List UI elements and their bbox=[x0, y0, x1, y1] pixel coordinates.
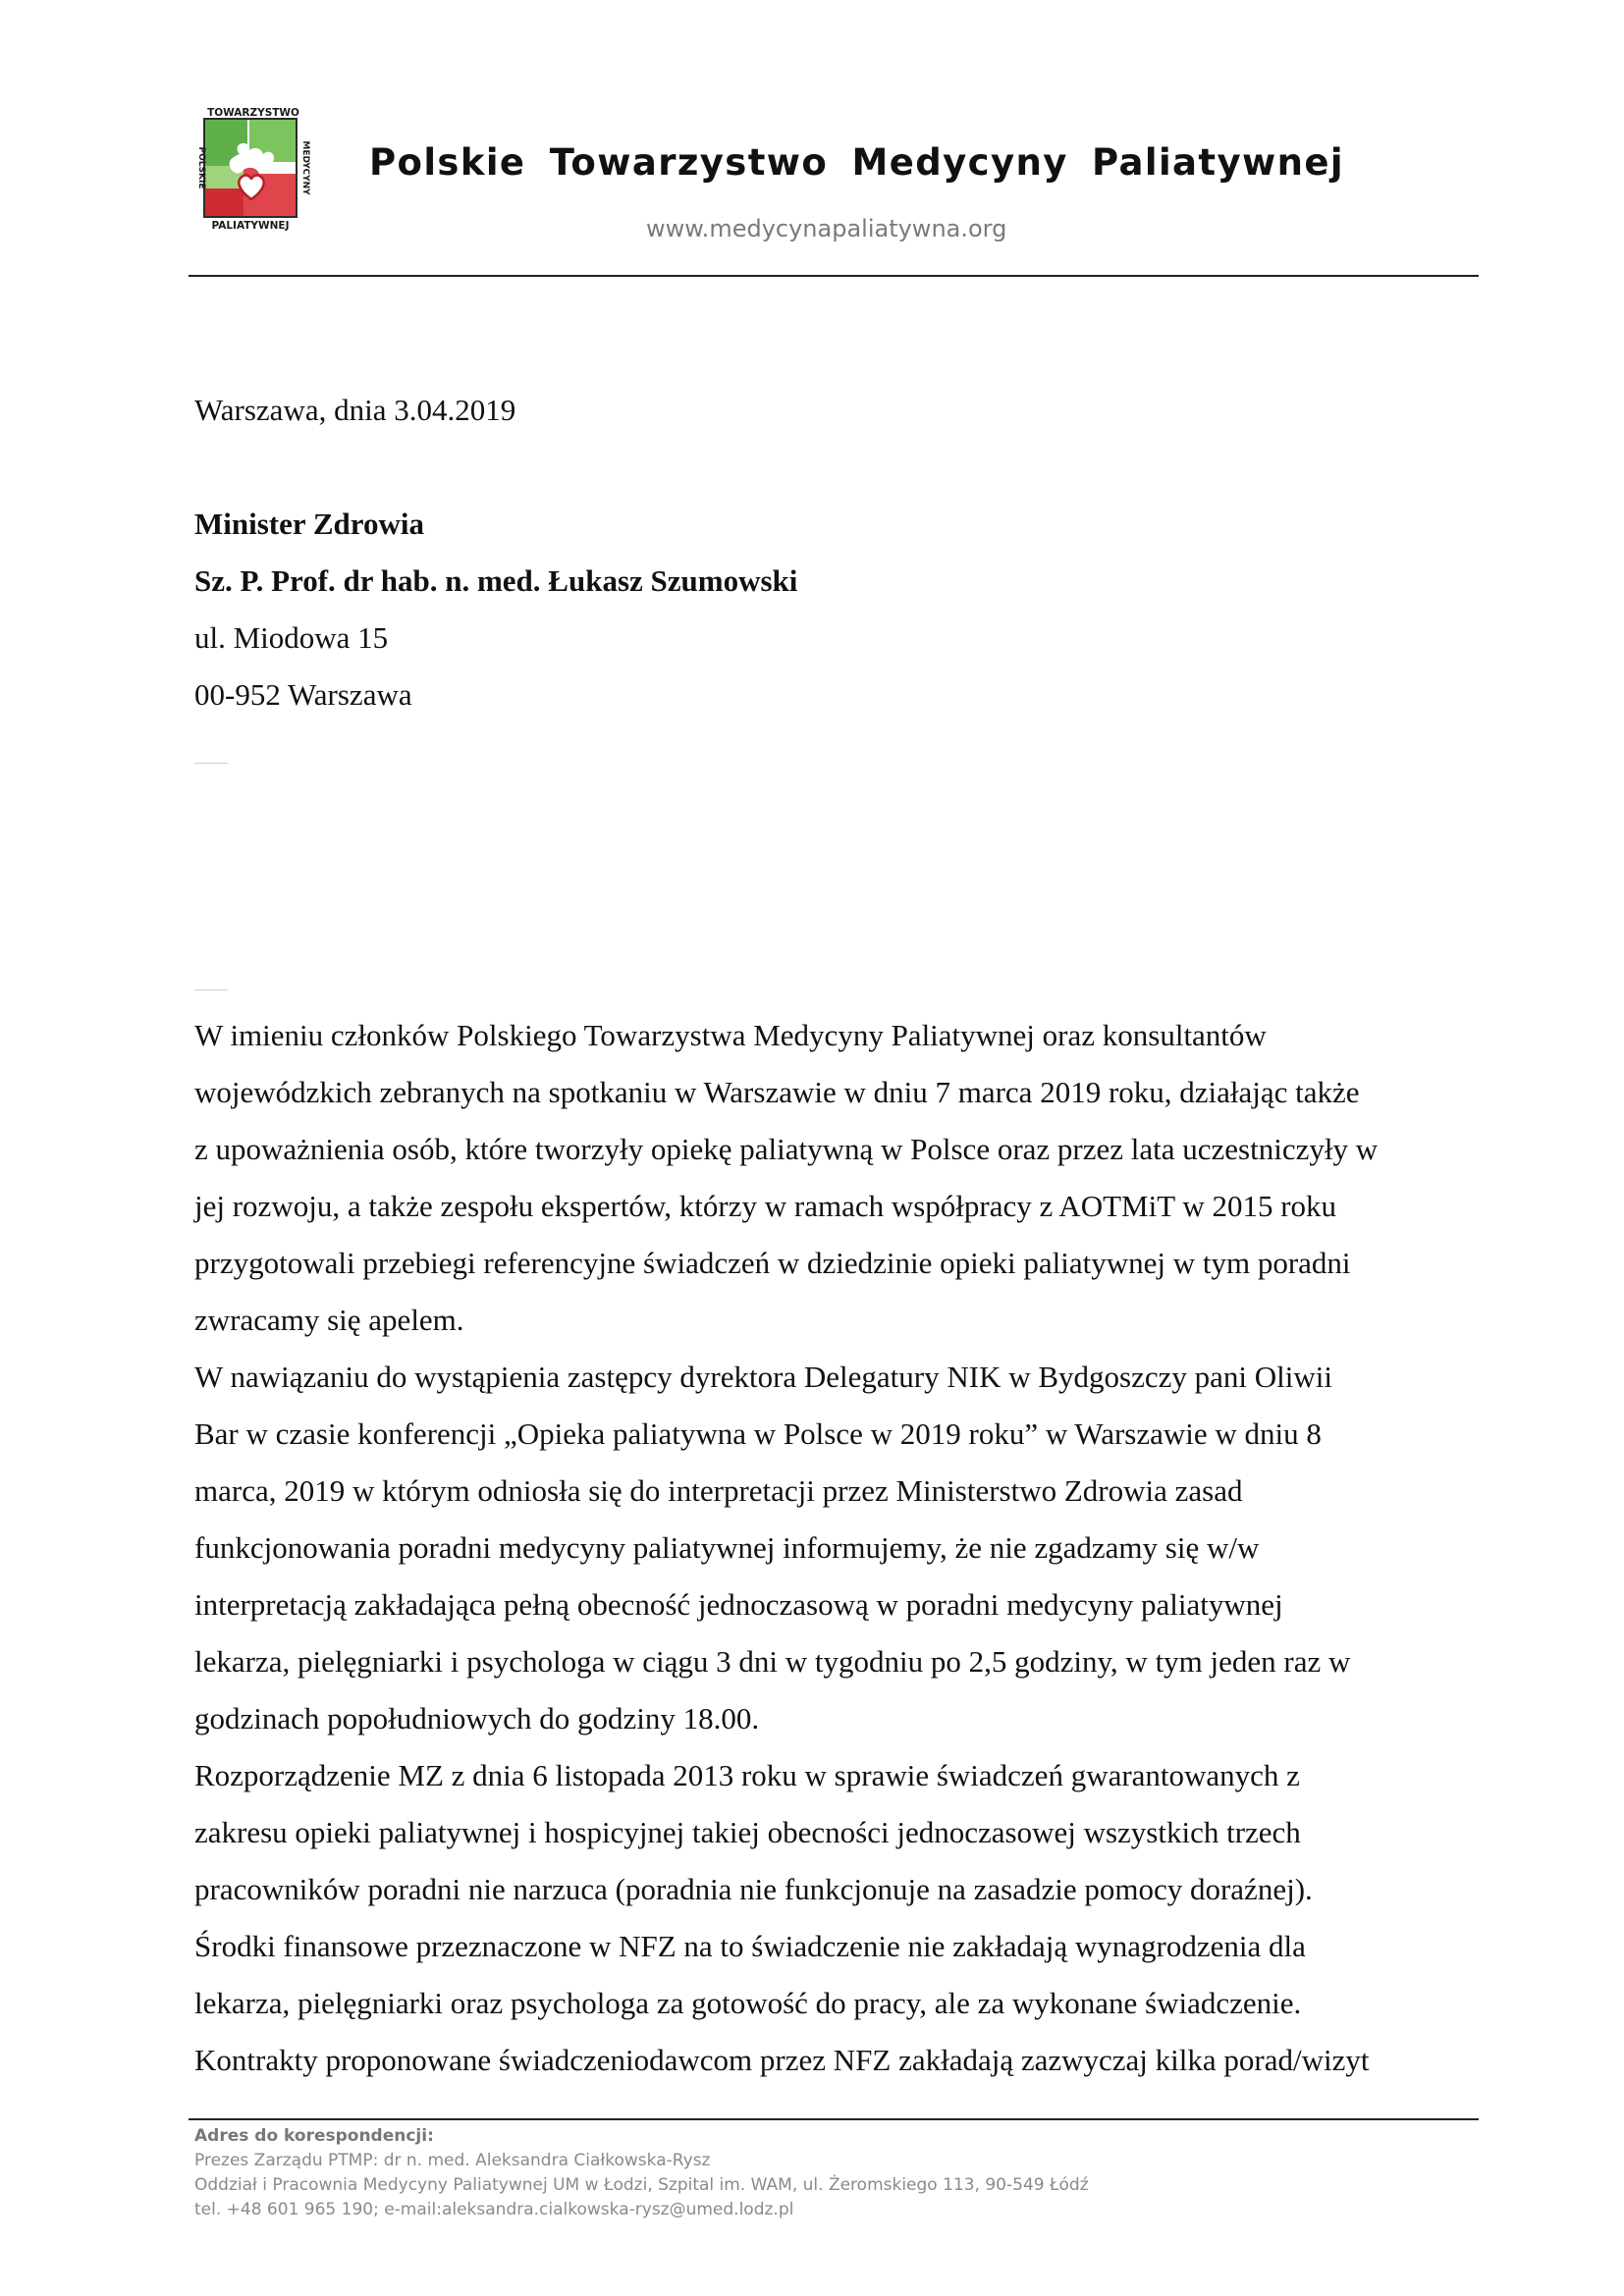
recipient-title: Minister Zdrowia bbox=[194, 507, 424, 541]
organization-website[interactable]: www.medycynapaliatywna.org bbox=[646, 215, 1007, 242]
body-line: Bar w czasie konferencji „Opieka paliatywna w Polsce w 2019 roku” w Warszawie w dniu 8 bbox=[194, 1416, 1322, 1451]
footer-contact: tel. +48 601 965 190; e-mail:aleksandra.cialkowska-rysz@umed.lodz.pl bbox=[194, 2200, 794, 2219]
footer-heading: Adres do korespondencji: bbox=[194, 2126, 434, 2146]
puzzle-heart-logo-icon bbox=[189, 105, 314, 233]
faint-mark bbox=[194, 763, 228, 764]
body-line: przygotowali przebiegi referencyjne świadczeń w dziedzinie opieki paliatywnej w tym poradni bbox=[194, 1246, 1351, 1280]
footer-address: Oddział i Pracownia Medycyny Paliatywnej UM w Łodzi, Szpital im. WAM, ul. Żeromskiego 113, 90-549 Łódź bbox=[194, 2175, 1089, 2195]
body-line: marca, 2019 w którym odniosła się do interpretacji przez Ministerstwo Zdrowia zasad bbox=[194, 1473, 1243, 1508]
body-line: zwracamy się apelem. bbox=[194, 1303, 464, 1337]
body-line: wojewódzkich zebranych na spotkaniu w Warszawie w dniu 7 marca 2019 roku, działając także bbox=[194, 1075, 1360, 1109]
recipient-name: Sz. P. Prof. dr hab. n. med. Łukasz Szumowski bbox=[194, 563, 798, 598]
logo-text-right: MEDYCYNY bbox=[300, 140, 310, 195]
recipient-street: ul. Miodowa 15 bbox=[194, 620, 389, 655]
body-line: jej rozwoju, a także zespołu ekspertów, którzy w ramach współpracy z AOTMiT w 2015 roku bbox=[194, 1189, 1337, 1223]
body-line: W imieniu członków Polskiego Towarzystwa Medycyny Paliatywnej oraz konsultantów bbox=[194, 1018, 1267, 1052]
society-logo bbox=[189, 105, 314, 233]
correspondence-footer bbox=[194, 2124, 1471, 2222]
body-line: W nawiązaniu do wystąpienia zastępcy dyrektora Delegatury NIK w Bydgoszczy pani Oliwii bbox=[194, 1360, 1332, 1394]
body-line: Środki finansowe przeznaczone w NFZ na to świadczenie nie zakładają wynagrodzenia dla bbox=[194, 1929, 1306, 1963]
letter-date: Warszawa, dnia 3.04.2019 bbox=[194, 393, 516, 427]
logo-text-bottom: PALIATYWNEJ bbox=[211, 220, 290, 232]
logo-text-top: TOWARZYSTWO bbox=[207, 107, 299, 119]
letter-body bbox=[194, 1007, 1500, 2089]
body-line: lekarza, pielęgniarki i psychologa w ciągu 3 dni w tygodniu po 2,5 godziny, w tym jeden raz w bbox=[194, 1644, 1351, 1679]
header-divider bbox=[189, 275, 1479, 277]
body-line: Rozporządzenie MZ z dnia 6 listopada 2013 roku w sprawie świadczeń gwarantowanych z bbox=[194, 1758, 1300, 1792]
faint-mark bbox=[194, 989, 228, 990]
body-line: pracowników poradni nie narzuca (poradnia nie funkcjonuje na zasadzie pomocy doraźnej). bbox=[194, 1872, 1313, 1906]
body-line: funkcjonowania poradni medycyny paliatywnej informujemy, że nie zgadzamy się w/w bbox=[194, 1530, 1260, 1565]
body-line: zakresu opieki paliatywnej i hospicyjnej takiej obecności jednoczasowej wszystkich trzech bbox=[194, 1815, 1301, 1849]
body-line: z upoważnienia osób, które tworzyły opiekę paliatywną w Polsce oraz przez lata uczestniczyły w bbox=[194, 1132, 1379, 1166]
body-line: interpretacją zakładająca pełną obecność jednoczasową w poradni medycyny paliatywnej bbox=[194, 1587, 1283, 1622]
body-line: Kontrakty proponowane świadczeniodawcom przez NFZ zakładają zazwyczaj kilka porad/wizyt bbox=[194, 2043, 1370, 2077]
organization-name: Polskie Towarzystwo Medycyny Paliatywnej bbox=[369, 141, 1344, 184]
recipient-city: 00-952 Warszawa bbox=[194, 677, 412, 712]
footer-president: Prezes Zarządu PTMP: dr n. med. Aleksandra Ciałkowska-Rysz bbox=[194, 2151, 711, 2170]
body-line: lekarza, pielęgniarki oraz psychologa za gotowość do pracy, ale za wykonane świadczenie. bbox=[194, 1986, 1302, 2020]
logo-text-left: POLSKIE bbox=[196, 146, 206, 189]
body-line: godzinach popołudniowych do godziny 18.00. bbox=[194, 1701, 760, 1735]
footer-divider bbox=[189, 2118, 1479, 2120]
